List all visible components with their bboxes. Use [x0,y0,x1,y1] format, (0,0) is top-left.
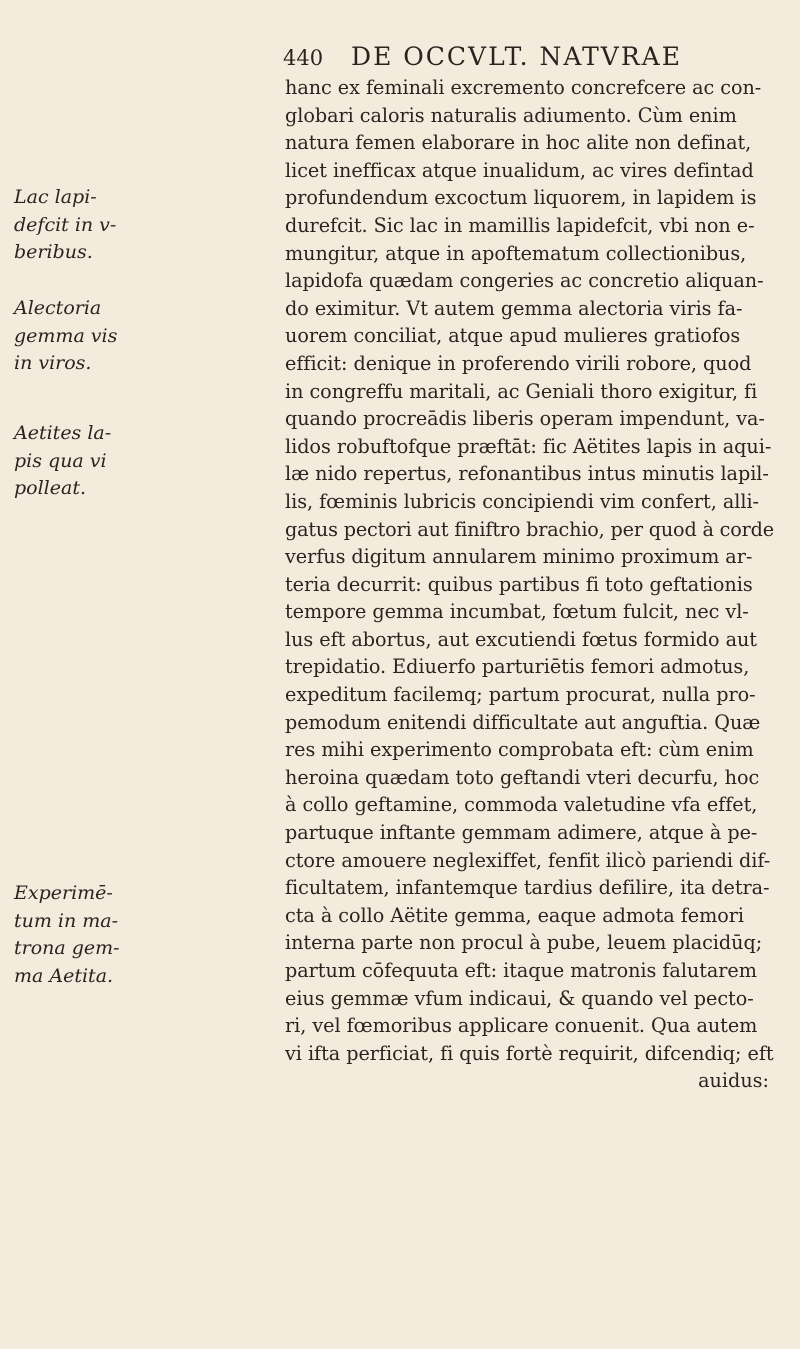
margin-note-experimentum [14,880,286,990]
text-line: vi ifta perficiat, fi quis fortè requirit, difcendiq; eft [285,1041,774,1065]
text-line: ficultatem, infantemque tardius defilire, ita detra- [285,876,770,900]
text-line: natura femen elaborare in hoc alite non definat, [285,131,752,155]
text-line: heroina quædam toto geftandi vteri decurfu, hoc [285,765,760,789]
running-title: DE OCCVLT. NATVRAE [351,42,682,71]
margin-note-line: Aetites la- [14,422,112,444]
text-line: læ nido repertus, refonantibus intus minutis lapil- [285,462,769,486]
margin-note-line: polleat. [14,477,87,500]
text-line: à collo geftamine, commoda valetudine vfa effet, [285,793,758,817]
text-line: do eximitur. Vt autem gemma alectoria viris fa- [285,296,743,320]
margin-note-alectoria [14,295,286,378]
text-line: lapidofa quædam congeries ac concretio aliquan- [285,269,764,293]
margin-note-line: in viros. [14,352,92,375]
text-line: tempore gemma incumbat, fœtum fulcit, nec vl- [285,600,749,624]
text-line: uorem conciliat, atque apud mulieres gratiofos [285,324,741,348]
page-number: 440 [283,46,324,70]
margin-note-line: trona gem- [14,937,120,960]
margin-note-line: gemma vis [14,324,118,347]
text-line: profundendum excoctum liquorem, in lapidem is [285,186,757,210]
margin-note-line: Lac lapi- [14,186,97,208]
text-line: ri, vel fœmoribus applicare conuenit. Qua autem [285,1014,758,1038]
text-line: trepidatio. Ediuerfo parturiētis femori admotus, [285,655,750,679]
text-line: res mihi experimento comprobata eft: cùm enim [285,738,754,762]
text-line: globari caloris naturalis adiumento. Cùm enim [285,103,737,127]
margin-note-aetites [14,420,286,503]
text-line: efficit: denique in proferendo virili robore, quod [285,351,752,375]
margin-note-line: Alectoria [14,297,102,319]
text-line: cta à collo Aëtite gemma, eaque admota femori [285,903,744,927]
text-line: partum cōfequuta eft: itaque matronis falutarem [285,959,757,982]
margin-note-line: Experimē- [14,882,113,904]
margin-note-line: tum in ma- [14,909,119,932]
running-header [283,42,682,71]
text-line: lis, fœminis lubricis concipiendi vim confert, alli- [285,489,759,513]
margin-note-line: defcit in v- [14,213,117,236]
text-line: eius gemmæ vfum indicaui, & quando vel pecto- [285,986,754,1010]
text-line: gatus pectori aut finiftro brachio, per quod à corde [285,517,774,541]
text-line: pemodum enitendi difficultate aut anguftia. Quæ [285,710,761,734]
text-line: partuque inftante gemmam adimere, atque à pe- [285,821,758,845]
text-line: lidos robuftofque præftāt: fic Aëtites lapis in aqui- [285,434,772,458]
text-line: expeditum facilemq; partum procurat, nulla pro- [285,683,756,707]
margin-note-line: beribus. [14,241,93,264]
text-line: ctore amouere neglexiffet, fenfit ilicò pariendi dif- [285,848,771,872]
text-line: verfus digitum annularem minimo proximum ar- [285,545,753,569]
text-line: auidus: [698,1069,769,1093]
text-line: quando procreādis liberis operam impendunt, va- [285,407,765,431]
text-line: lus eft abortus, aut excutiendi fœtus formido aut [285,627,757,651]
margin-note-line: pis qua vi [14,449,107,472]
main-text-block [285,74,775,1095]
text-line: teria decurrit: quibus partibus fi toto geftationis [285,572,753,596]
text-line: interna parte non procul à pube, leuem placidūq; [285,931,763,955]
margin-note-lac-lapidescit [14,184,286,267]
margin-note-line: ma Aetita. [14,964,114,987]
text-line: mungitur, atque in apoftematum collectionibus, [285,241,747,265]
text-line: in congreffu maritali, ac Geniali thoro exigitur, fi [285,379,758,403]
text-line: licet inefficax atque inualidum, ac vires defintad [285,158,754,182]
text-line: durefcit. Sic lac in mamillis lapidefcit, vbi non e- [285,213,755,237]
text-line: hanc ex feminali excremento concrefcere ac con- [285,76,762,99]
